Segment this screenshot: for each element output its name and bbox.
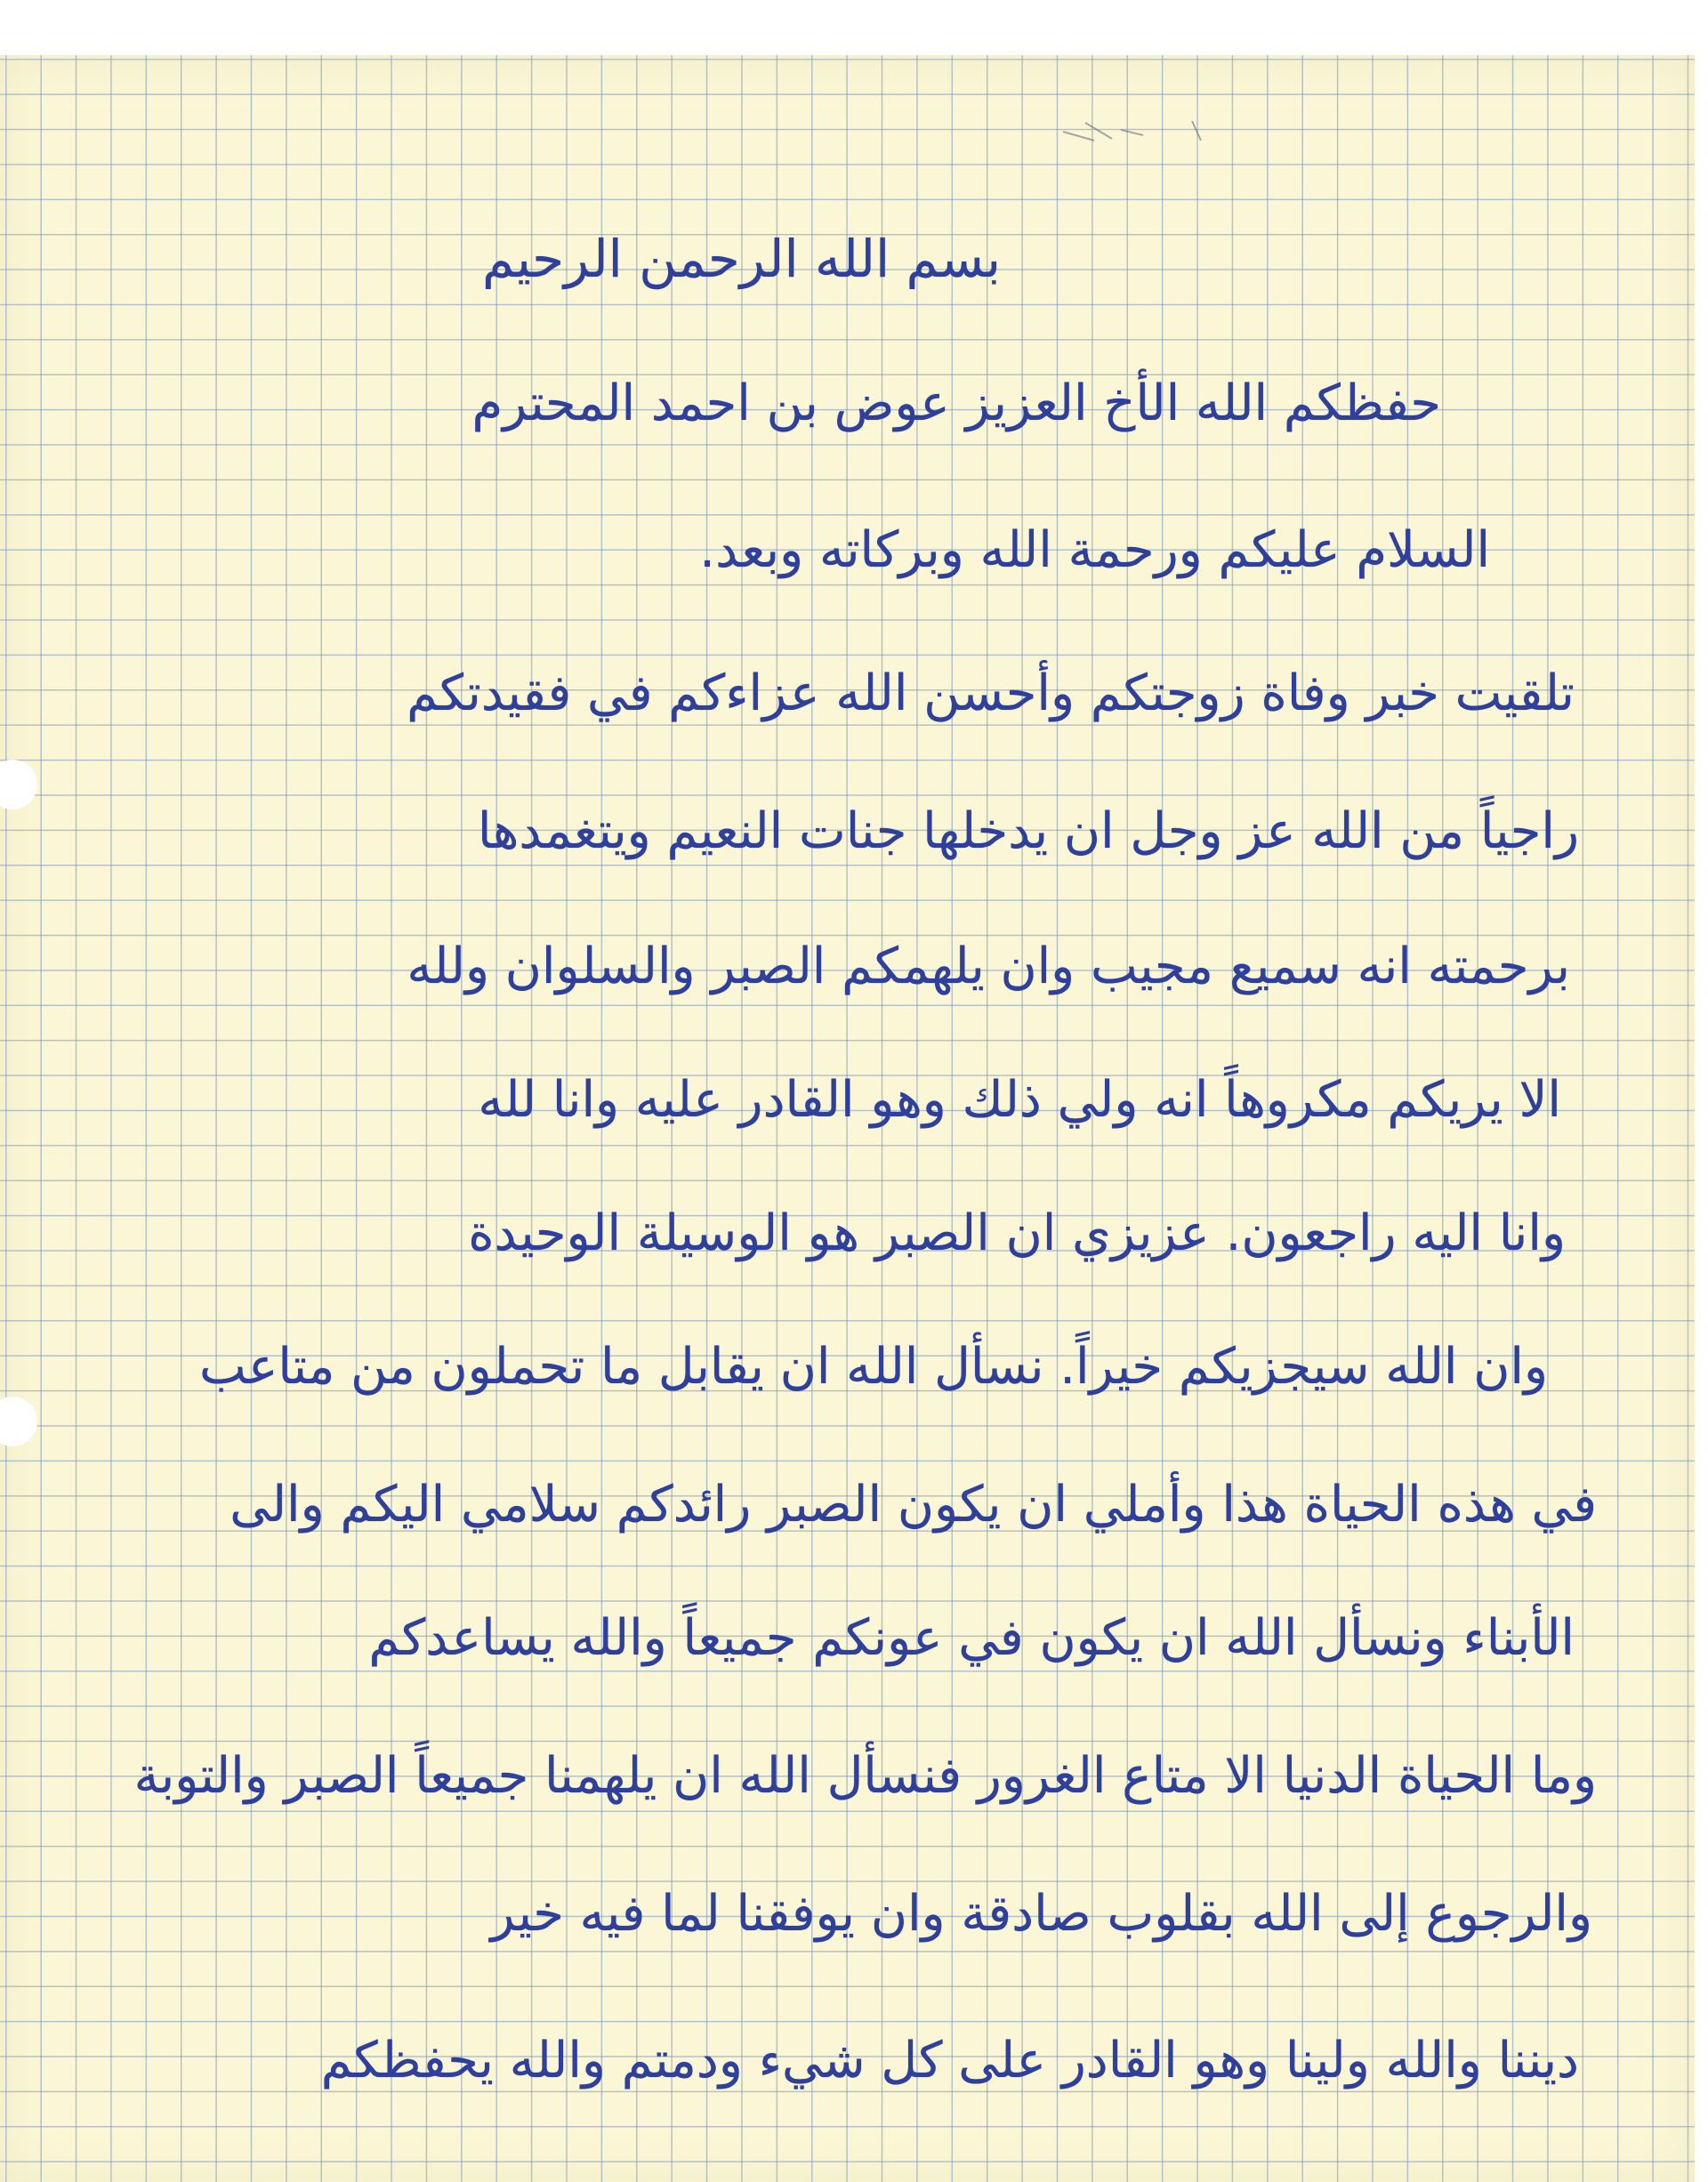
letter-line: تلقيت خبر وفاة زوجتكم وأحسن الله عزاءكم في فقيدتكم <box>407 664 1575 722</box>
letter-line: الأبناء ونسأل الله ان يكون في عونكم جميعاً والله يساعدكم <box>368 1609 1575 1667</box>
graph-paper-sheet <box>0 55 1695 2182</box>
letter-line: السلام عليكم ورحمة الله وبركاته وبعد. <box>699 521 1490 579</box>
letter-line: راجياً من الله عز وجل ان يدخلها جنات النعيم ويتغمدها <box>477 802 1579 860</box>
letter-line: وانا اليه راجعون. عزيزي ان الصبر هو الوسيلة الوحيدة <box>468 1204 1566 1262</box>
handwritten-letter <box>0 55 1695 2182</box>
letter-line: وما الحياة الدنيا الا متاع الغرور فنسأل الله ان يلهمنا جميعاً الصبر والتوبة <box>133 1747 1597 1805</box>
letter-line: برحمته انه سميع مجيب وان يلهمكم الصبر والسلوان ولله <box>407 938 1570 995</box>
letter-basmala: بسم الله الرحمن الرحيم <box>482 229 1001 289</box>
letter-line: والرجوع إلى الله بقلوب صادقة وان يوفقنا لما فيه خير <box>490 1885 1592 1943</box>
letter-line: الا يريكم مكروهاً انه ولي ذلك وهو القادر عليه وانا لله <box>478 1071 1561 1129</box>
letter-line: حفظكم الله الأخ العزيز عوض بن احمد المحترم <box>471 374 1441 432</box>
letter-line: وان الله سيجزيكم خيراً. نسأل الله ان يقابل ما تحملون من متاعب <box>198 1338 1548 1396</box>
letter-line: في هذه الحياة هذا وأملي ان يكون الصبر رائدكم سلامي اليكم والى <box>230 1476 1597 1534</box>
letter-line: ديننا والله ولينا وهو القادر على كل شيء ودمتم والله يحفظكم <box>320 2032 1579 2089</box>
